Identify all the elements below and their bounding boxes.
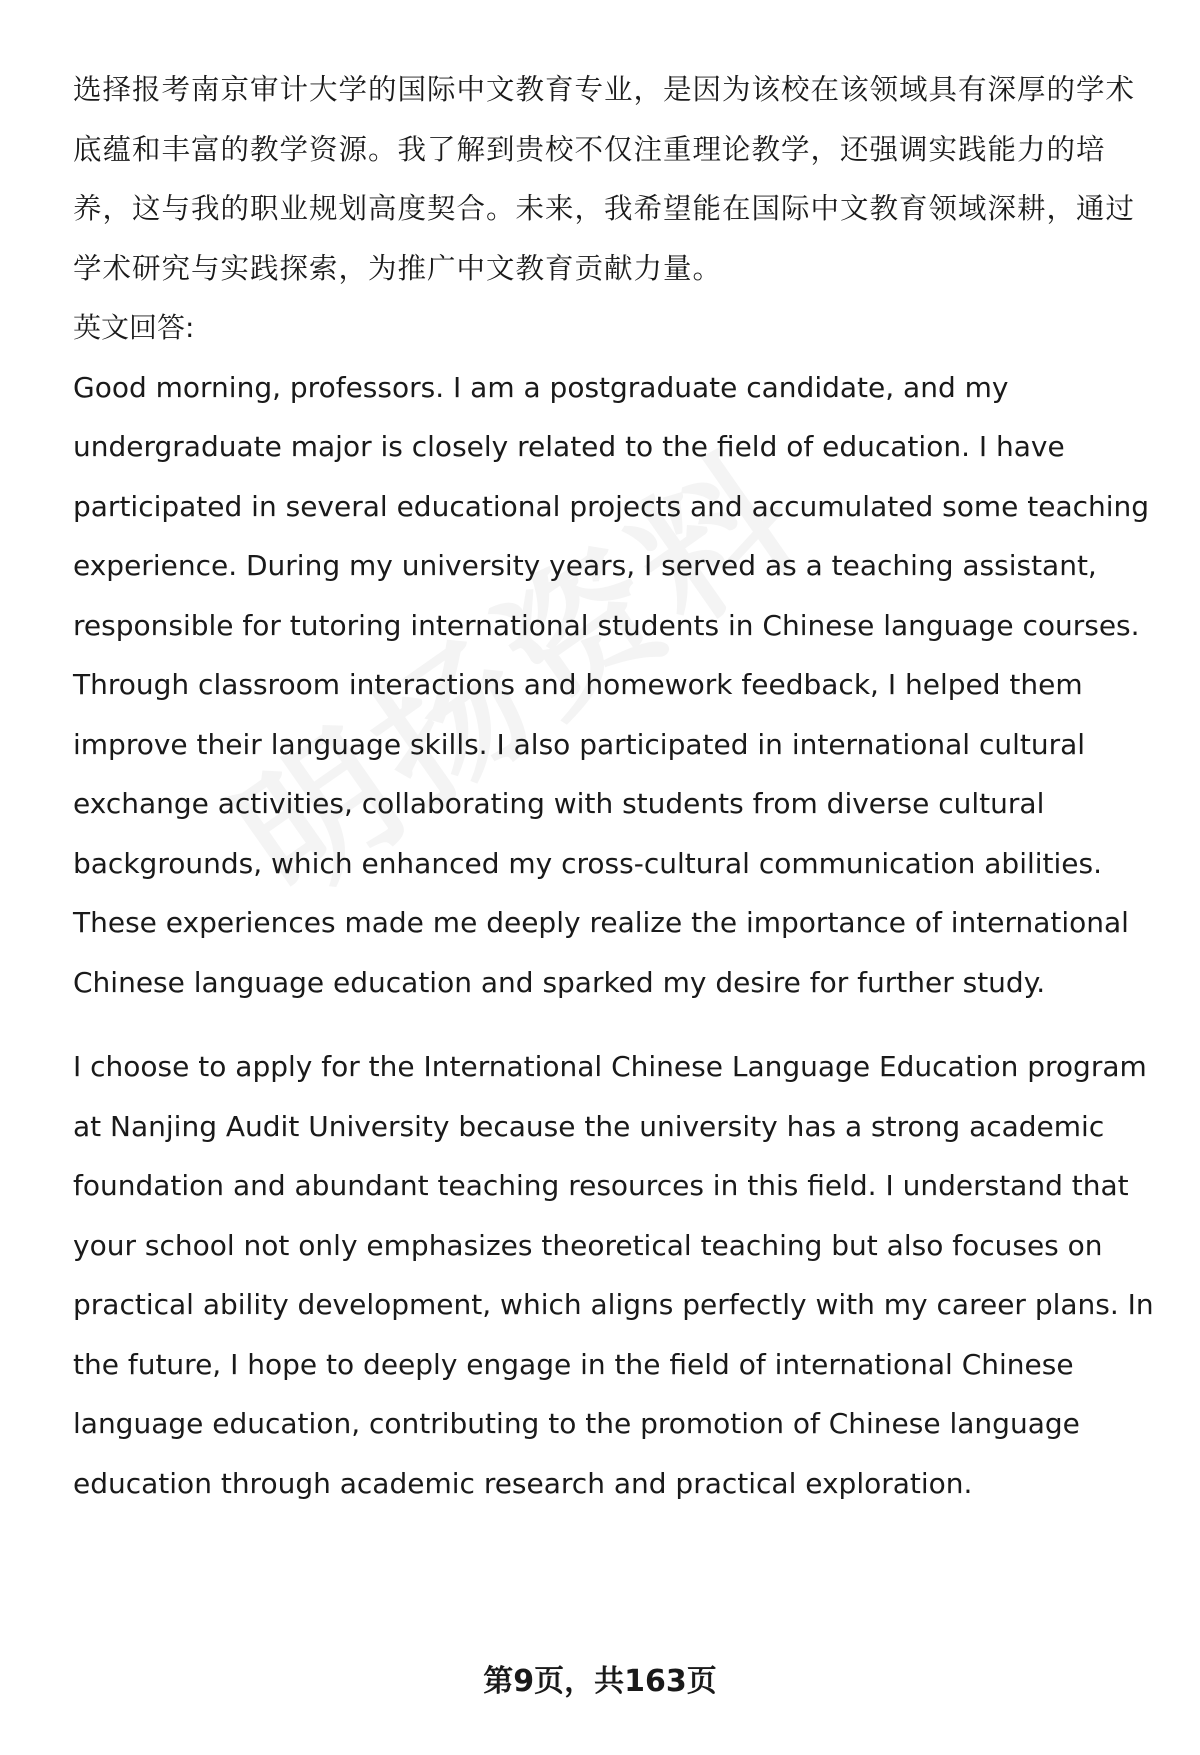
- english-answer-label: 英文回答:: [73, 311, 195, 344]
- english-paragraph-2: I choose to apply for the International Chinese Language Education program at Nanjing Audit University because the university has a strong academic foundation and abundant teaching resources in this field. I understand that your school not only emphasizes theoretical teaching but also focuses on practical ability development, which aligns perfectly with my career plans. In the future, I hope to deeply engage in the field of international Chinese language education, contributing to the promotion of Chinese language education through academic research and practical exploration.: [73, 1050, 1154, 1500]
- chinese-paragraph: 选择报考南京审计大学的国际中文教育专业，是因为该校在该领域具有深厚的学术底蕴和丰富的教学资源。我了解到贵校不仅注重理论教学，还强调实践能力的培养，这与我的职业规划高度契合。未来，我希望能在国际中文教育领域深耕，通过学术研究与实践探索，为推广中文教育贡献力量。: [73, 73, 1136, 285]
- page-number-footer: 第9页，共163页: [483, 1664, 717, 1699]
- english-paragraph-1: Good morning, professors. I am a postgraduate candidate, and my undergraduate major is closely related to the field of education. I have participated in several educational projects and accumulated some teaching experience. During my university years, I served as a teaching assistant, responsible for tutoring international students in Chinese language courses. Through classroom interactions and homework feedback, I helped them improve their language skills. I also participated in international cultural exchange activities, collaborating with students from diverse cultural backgrounds, which enhanced my cross-cultural communication abilities. These experiences made me deeply realize the importance of international Chinese language education and sparked my desire for further study.: [73, 370, 1150, 999]
- document-body: [73, 60, 1163, 1513]
